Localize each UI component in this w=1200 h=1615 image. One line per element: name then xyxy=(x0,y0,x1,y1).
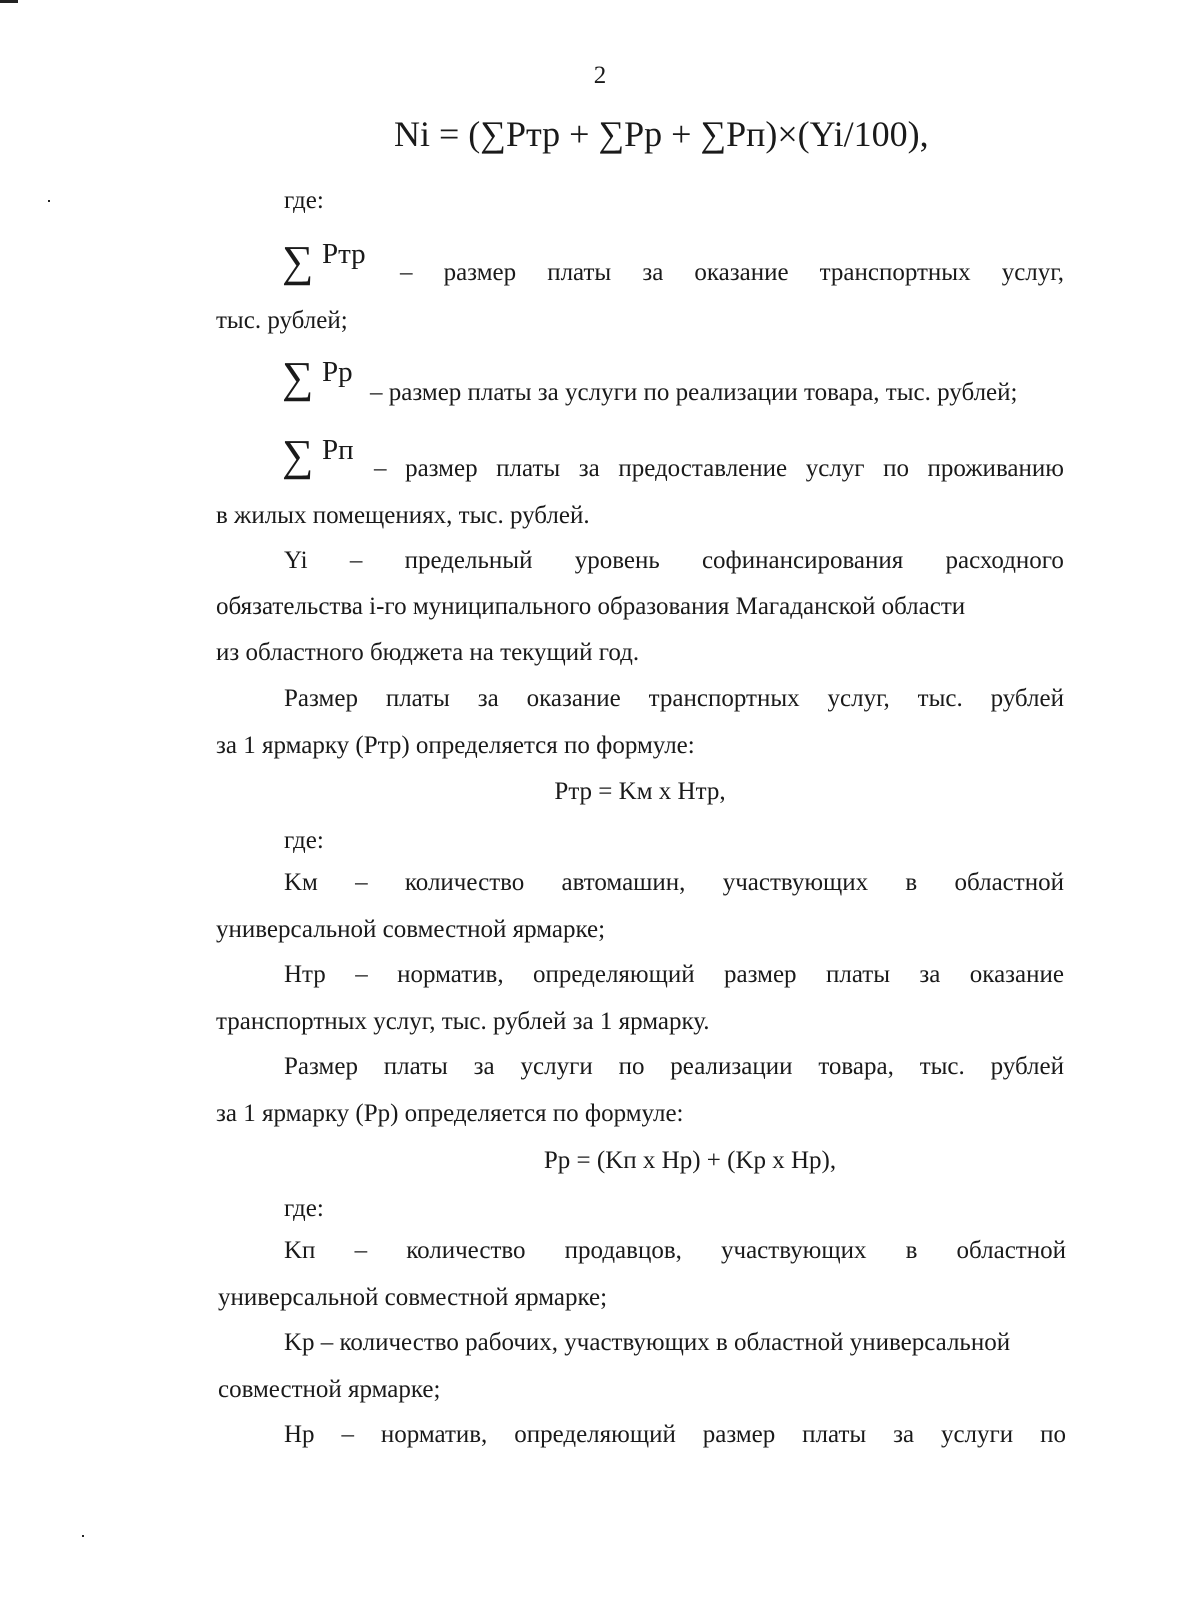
yi-line-2: обязательства i-го муниципального образования Магаданской области xyxy=(216,593,966,620)
pp-paragraph-line-1: Размер платы за услуги по реализации товара, тыс. рублей xyxy=(284,1053,1064,1080)
pn-definition-cont: в жилых помещениях, тыс. рублей. xyxy=(216,502,590,529)
pn-symbol: Pп xyxy=(322,434,354,466)
kr-line-1: Kp – количество рабочих, участвующих в областной универсальной xyxy=(284,1329,1011,1356)
yi-line-1: Yi – предельный уровень софинансирования расходного xyxy=(284,547,1064,574)
htr-line-2: транспортных услуг, тыс. рублей за 1 ярмарку. xyxy=(216,1008,710,1035)
yi-line-3: из областного бюджета на текущий год. xyxy=(216,639,640,666)
kr-line-2: совместной ярмарке; xyxy=(218,1376,441,1403)
pp-symbol: Pp xyxy=(322,356,353,388)
scan-dot xyxy=(82,1535,84,1537)
km-line-2: универсальной совместной ярмарке; xyxy=(216,916,606,943)
page-number: 2 xyxy=(593,62,607,89)
sigma-sign: ∑ xyxy=(282,237,314,286)
km-line-1: Kм – количество автомашин, участвующих в областной xyxy=(284,869,1064,896)
pp-paragraph-line-2: за 1 ярмарку (Pp) определяется по формуле: xyxy=(216,1100,684,1127)
sigma-sign: ∑ xyxy=(282,353,314,402)
ptr-definition-cont: тыс. рублей; xyxy=(216,307,348,334)
sigma-sign: ∑ xyxy=(282,431,314,480)
kp-line-2: универсальной совместной ярмарке; xyxy=(218,1284,608,1311)
htr-line-1: Hтр – норматив, определяющий размер платы за оказание xyxy=(284,961,1064,988)
pp-definition: – размер платы за услуги по реализации товара, тыс. рублей; xyxy=(370,379,1018,406)
main-formula: Ni = (∑Pтр + ∑Pp + ∑Pп)×(Yi/100), xyxy=(394,114,929,154)
hp-line-1: Hp – норматив, определяющий размер платы за услуги по xyxy=(284,1421,1066,1448)
scan-dot xyxy=(48,200,50,202)
ptr-symbol: Pтр xyxy=(322,238,366,270)
ptr-paragraph-line-2: за 1 ярмарку (Pтр) определяется по формуле: xyxy=(216,732,695,759)
pn-definition: – размер платы за предоставление услуг по проживанию xyxy=(374,455,1064,482)
scan-edge-mark xyxy=(0,0,18,3)
ptr-definition: – размер платы за оказание транспортных услуг, xyxy=(400,259,1064,286)
where-label: где: xyxy=(284,827,324,854)
pp-formula: Pp = (Kп х Hp) + (Kp х Hp), xyxy=(543,1147,837,1174)
where-label: где: xyxy=(284,1195,324,1222)
where-label: где: xyxy=(284,187,324,214)
ptr-formula: Pтр = Kм х Hтр, xyxy=(554,778,726,805)
ptr-paragraph-line-1: Размер платы за оказание транспортных услуг, тыс. рублей xyxy=(284,685,1064,712)
kp-line-1: Kп – количество продавцов, участвующих в областной xyxy=(284,1237,1066,1264)
